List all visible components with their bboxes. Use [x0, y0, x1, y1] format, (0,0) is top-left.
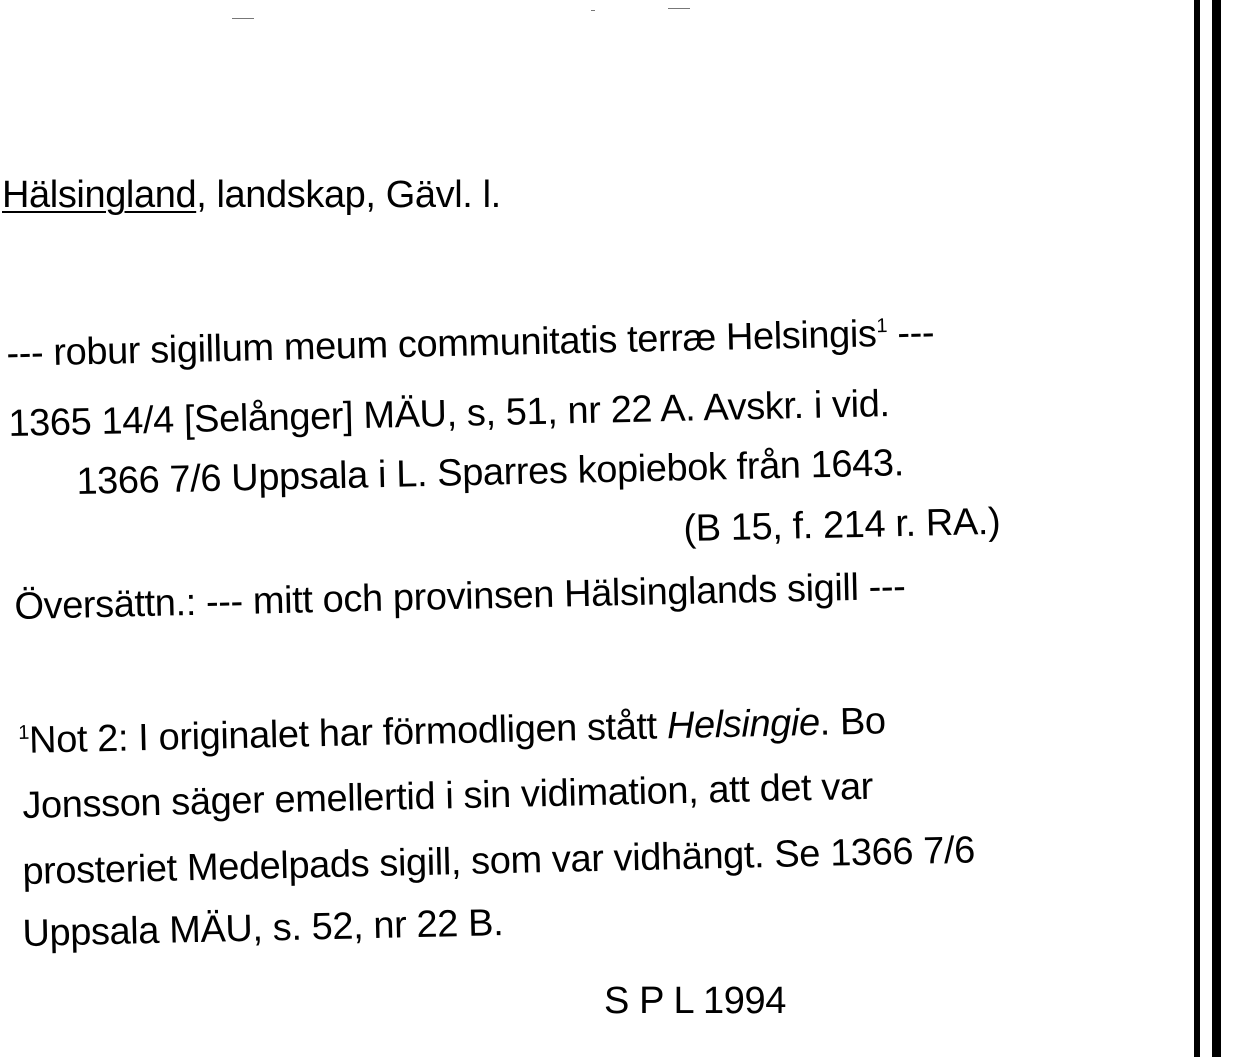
footnote-marker: 1 — [18, 721, 30, 744]
footnote-line-2: Jonsson säger emellertid i sin vidimation, att det var — [21, 765, 874, 827]
quote-line-4: (B 15, f. 214 r. RA.) — [682, 500, 1001, 550]
footnote-line-3: prosteriet Medelpads sigill, som var vidhängt. Se 1366 7/6 — [21, 829, 976, 893]
quote-line-2: 1365 14/4 [Selånger] MÄU, s, 51, nr 22 A. Avskr. i vid. — [7, 383, 891, 445]
footnote-marker: 1 — [876, 315, 888, 338]
quote-line-1 — [5, 311, 935, 375]
page-edge-border — [1212, 0, 1221, 1057]
quote-line-1-text: --- robur sigillum meum communitatis terræ Helsingis — [5, 313, 877, 375]
page-edge-border — [1194, 0, 1200, 1057]
document-heading — [2, 176, 501, 214]
scan-speck — [232, 18, 254, 19]
footnote-italic-word: Helsingie — [666, 701, 821, 748]
footnote-line-1 — [18, 702, 886, 760]
heading-place: Hälsingland — [2, 174, 197, 216]
quote-line-1-end: --- — [886, 311, 935, 356]
scan-speck — [591, 10, 595, 11]
footnote-text: Not 2: I originalet har förmodligen stått — [28, 705, 668, 762]
translation-line: Översättn.: --- mitt och provinsen Hälsinglands sigill --- — [13, 565, 906, 628]
heading-rest: , landskap, Gävl. l. — [196, 174, 501, 216]
footnote-text: . Bo — [819, 700, 887, 744]
scan-speck — [668, 8, 690, 9]
footnote-line-4: Uppsala MÄU, s. 52, nr 22 B. — [21, 902, 504, 955]
quote-line-3: 1366 7/6 Uppsala i L. Sparres kopiebok från 1643. — [75, 442, 905, 503]
signature: S P L 1994 — [604, 980, 786, 1022]
